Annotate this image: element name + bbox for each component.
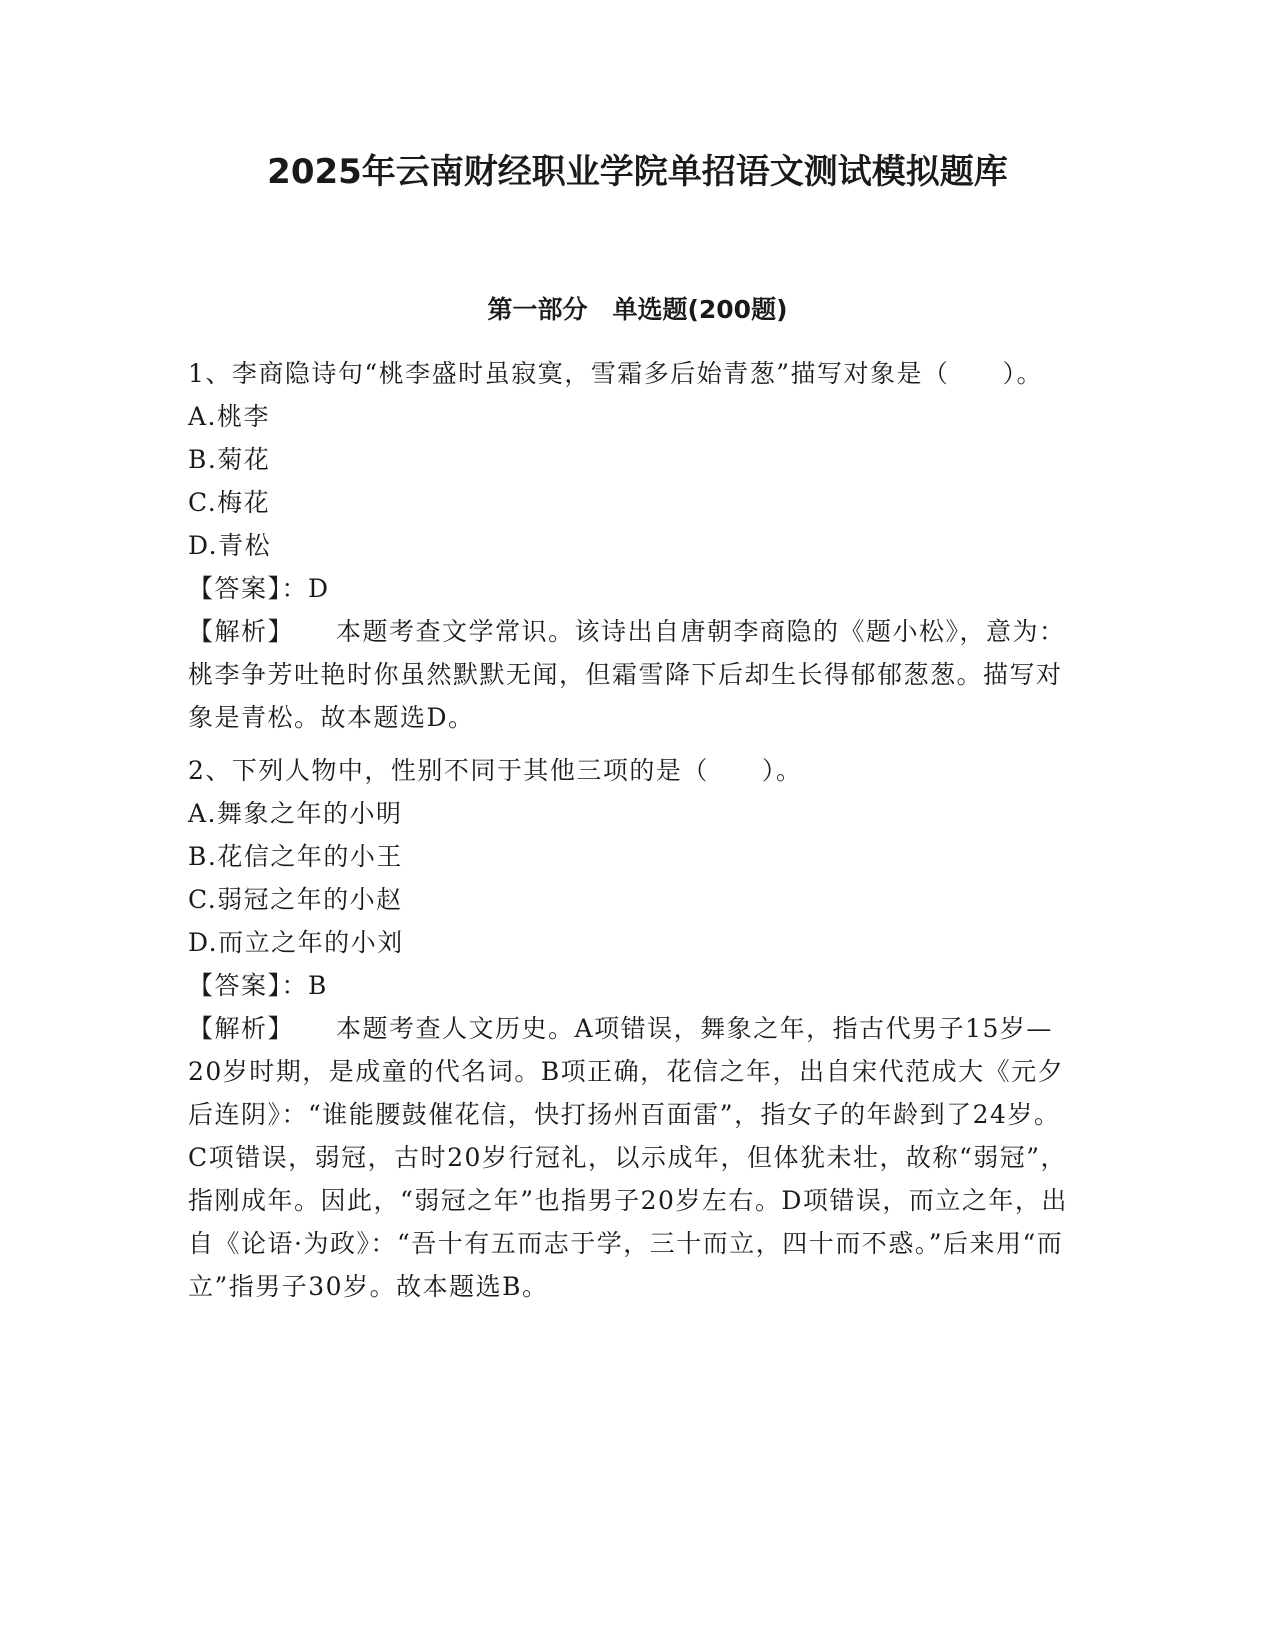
question-list — [188, 352, 1078, 1318]
answer-line — [188, 567, 1078, 610]
option-b: B.花信之年的小王 — [188, 842, 403, 871]
analysis-text: 本题考查文学常识。该诗出自唐朝李商隐的《题小松》，意为：桃李争芳吐艳时你虽然默默无闻，但霜雪降下后却生长得郁郁葱葱。描写对象是青松。故本题选D。 — [188, 617, 1066, 732]
option-d: D.青松 — [188, 531, 272, 560]
analysis-label: 【解析】 — [188, 1014, 295, 1043]
answer-value: D — [308, 574, 330, 603]
answer-label: 【答案】： — [188, 574, 309, 603]
option-a: A.舞象之年的小明 — [188, 799, 403, 828]
question-stem: 2、下列人物中，性别不同于其他三项的是（ ）。 — [188, 756, 803, 785]
question-2 — [188, 749, 1078, 1308]
option-a: A.桃李 — [188, 402, 271, 431]
document-title: 2025年云南财经职业学院单招语文测试模拟题库 — [267, 152, 1008, 192]
section-title: 第一部分 单选题(200题) — [487, 295, 788, 324]
option-b: B.菊花 — [188, 445, 271, 474]
answer-line — [188, 964, 1078, 1007]
answer-value: B — [308, 971, 328, 1000]
analysis-paragraph — [188, 1007, 1078, 1308]
option-c: C.弱冠之年的小赵 — [188, 885, 403, 914]
question-stem: 1、李商隐诗句“桃李盛时虽寂寞，雪霜多后始青葱”描写对象是（ ）。 — [188, 359, 1043, 388]
question-1 — [188, 352, 1078, 739]
analysis-label: 【解析】 — [188, 617, 295, 646]
analysis-paragraph — [188, 610, 1078, 739]
option-c: C.梅花 — [188, 488, 271, 517]
option-d: D.而立之年的小刘 — [188, 928, 404, 957]
analysis-text: 本题考查人文历史。A项错误，舞象之年，指古代男子15岁—20岁时期，是成童的代名词。B项正确，花信之年，出自宋代范成大《元夕后连阴》：“谁能腰鼓催花信，快打扬州百面雷”，指女子的年龄到了24岁。C项错误，弱冠，古时20岁行冠礼，以示成年，但体犹未壮，故称“弱冠”，指刚成年。因此，“弱冠之年”也指男子20岁左右。D项错误，而立之年，出自《论语·为政》：“吾十有五而志于学，三十而立，四十而不惑。”后来用“而立”指男子30岁。故本题选B。 — [188, 1014, 1068, 1301]
answer-label: 【答案】： — [188, 971, 309, 1000]
